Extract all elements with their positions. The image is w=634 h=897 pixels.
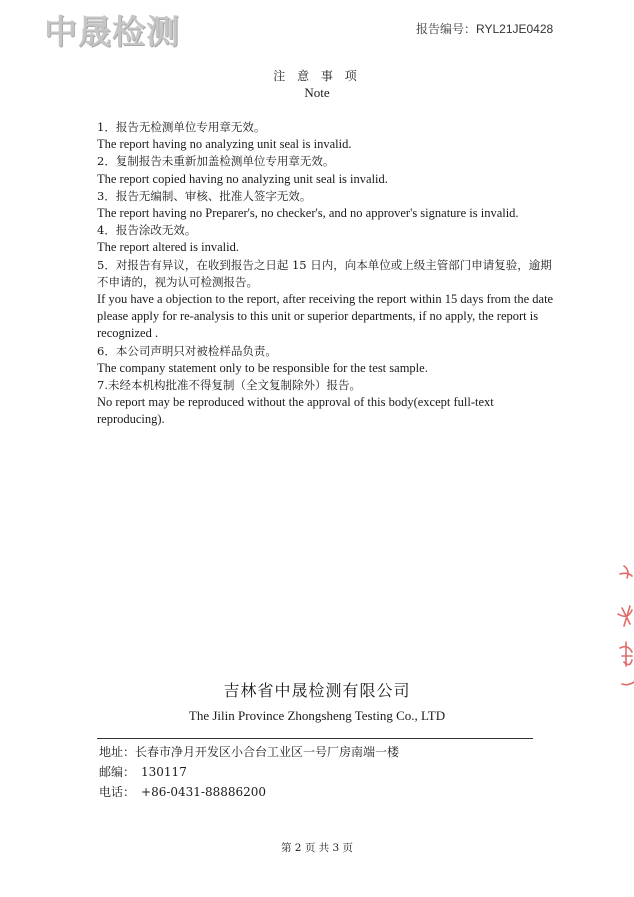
notes-list [97, 119, 557, 429]
address-value: 长春市净月开发区小合台工业区一号厂房南端一楼 [135, 745, 400, 759]
note-7-en: No report may be reproduced without the approval of this body(except full-text reproducing). [97, 395, 494, 427]
note-2-cn: 2．复制报告未重新加盖检测单位专用章无效。 [97, 154, 335, 169]
partial-seal-stamp [608, 552, 634, 692]
note-1-cn: 1．报告无检测单位专用章无效。 [97, 120, 266, 134]
report-number [416, 20, 553, 37]
note-2-en: The report copied having no analyzing unit seal is invalid. [97, 171, 388, 186]
note-5-cn: 5．对报告有异议，在收到报告之日起 15 日内，向本单位或上级主管部门申请复验，逾期不申请的，视为认可检测报告。 [97, 257, 552, 289]
note-4-cn: 4．报告涂改无效。 [97, 223, 197, 238]
note-4-en: The report altered is invalid. [97, 240, 239, 255]
contact-block [99, 742, 399, 802]
notes-title-cn: 注 意 事 项 [273, 69, 361, 83]
postcode-label: 邮编： [99, 765, 136, 779]
postcode-value: 130117 [141, 765, 187, 779]
note-3-cn: 3．报告无编制、审核、批准人签字无效。 [97, 188, 312, 203]
note-6-cn: 6．本公司声明只对被检样品负责。 [97, 343, 277, 358]
company-name-cn: 吉林省中晟检测有限公司 [223, 681, 411, 700]
phone-value: +86-0431-88886200 [141, 785, 267, 799]
note-5-en: If you have a objection to the report, after receiving the report within 15 days from the date please apply for re-analysis to this unit or superior departments, if no apply, the report is recognized . [97, 292, 554, 341]
phone-label: 电话： [99, 785, 136, 799]
note-1-en: The report having no analyzing unit seal is invalid. [97, 137, 352, 152]
phone-row [99, 782, 399, 802]
note-7-cn: 7.未经本机构批准不得复制（全文复制除外）报告。 [97, 378, 361, 393]
report-number-value: RYL21JE0428 [476, 22, 554, 36]
postcode-row [99, 762, 399, 782]
page-number: 第 2 页 共 3 页 [280, 842, 354, 854]
notes-title-en: Note [304, 85, 330, 100]
address-row [99, 742, 399, 762]
note-3-en: The report having no Preparer's, no checker's, and no approver's signature is invalid. [97, 206, 519, 221]
footer-divider [97, 738, 533, 739]
report-number-label: 报告编号： [416, 22, 477, 36]
company-logo: 中晟检测 [44, 12, 180, 51]
company-name-en: The Jilin Province Zhongsheng Testing Co., LTD [188, 708, 446, 723]
note-6-en: The company statement only to be responsible for the test sample. [97, 360, 428, 375]
address-label: 地址： [99, 745, 136, 759]
